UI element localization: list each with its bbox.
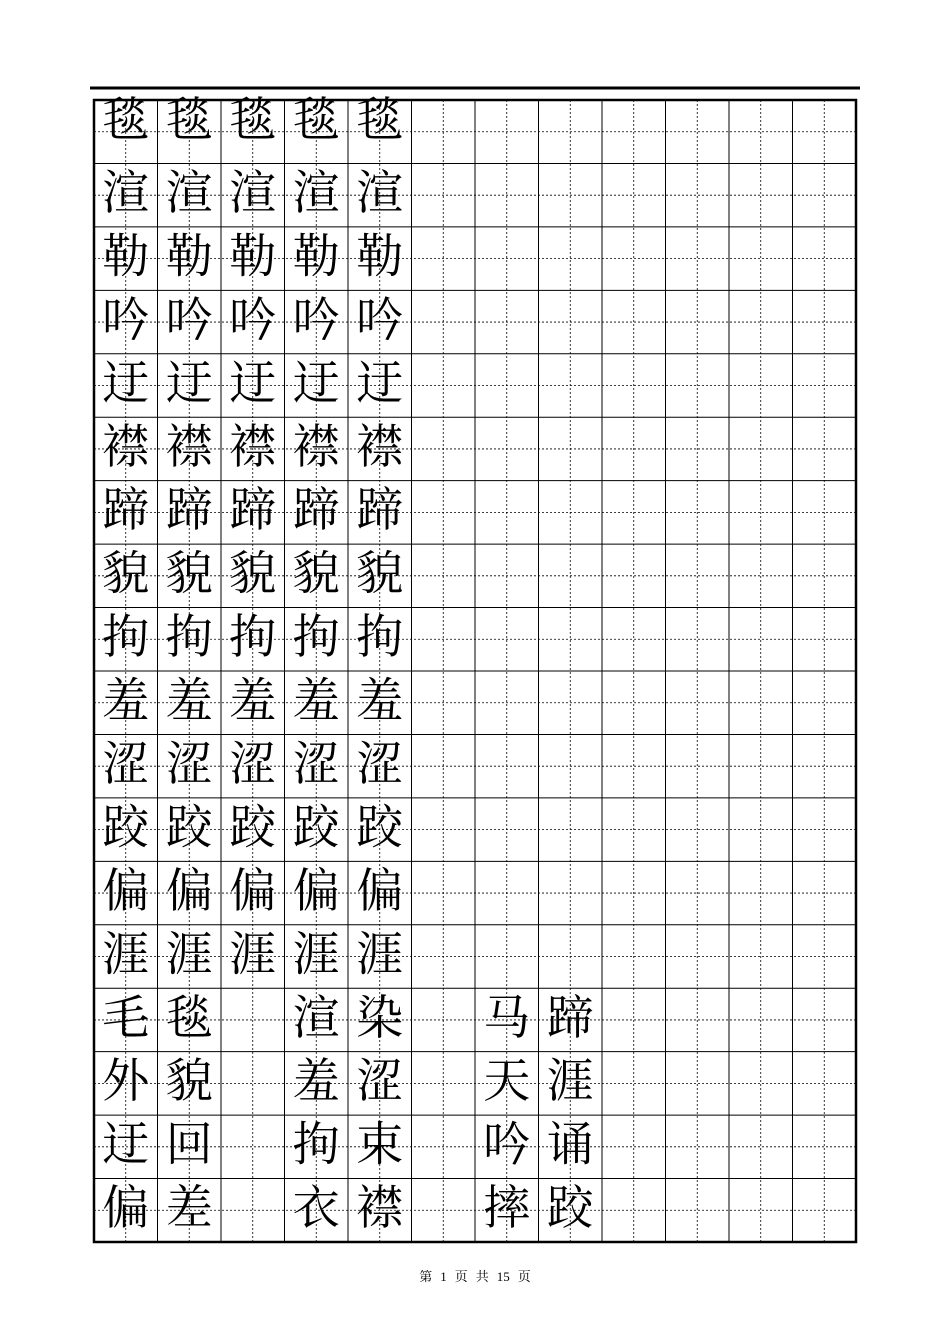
word-char: 拘 xyxy=(292,1117,340,1173)
practice-char: 勒 xyxy=(102,229,150,285)
practice-char: 渲 xyxy=(165,165,213,221)
footer-di: 第 xyxy=(419,1269,433,1284)
practice-char: 涩 xyxy=(229,736,277,792)
word-char: 涩 xyxy=(356,1054,404,1110)
word-char: 毯 xyxy=(165,990,213,1046)
practice-char: 涩 xyxy=(356,736,404,792)
practice-char: 拘 xyxy=(356,610,404,666)
practice-char: 涯 xyxy=(292,927,340,983)
practice-char: 偏 xyxy=(102,863,150,919)
page-footer xyxy=(0,1266,950,1285)
practice-char: 跤 xyxy=(356,800,404,856)
word-char: 回 xyxy=(165,1117,213,1173)
word-char: 摔 xyxy=(483,1181,531,1237)
practice-char: 涯 xyxy=(356,927,404,983)
practice-char: 拘 xyxy=(229,610,277,666)
practice-char: 羞 xyxy=(356,673,404,729)
practice-char: 勒 xyxy=(356,229,404,285)
practice-char: 迂 xyxy=(165,356,213,412)
practice-char: 偏 xyxy=(229,863,277,919)
practice-char: 偏 xyxy=(292,863,340,919)
footer-ye: 页 xyxy=(454,1269,468,1284)
practice-char: 襟 xyxy=(165,419,213,475)
practice-char: 渲 xyxy=(292,165,340,221)
footer-ye-2: 页 xyxy=(517,1269,531,1284)
practice-char: 勒 xyxy=(165,229,213,285)
practice-char: 蹄 xyxy=(102,483,150,539)
practice-char: 貌 xyxy=(356,546,404,602)
practice-char: 毯 xyxy=(292,93,340,149)
word-char: 涯 xyxy=(546,1054,594,1110)
practice-char: 拘 xyxy=(165,610,213,666)
practice-char: 襟 xyxy=(229,419,277,475)
practice-char: 渲 xyxy=(102,165,150,221)
practice-char: 毯 xyxy=(165,93,213,149)
word-char: 偏 xyxy=(102,1181,150,1237)
word-char: 羞 xyxy=(292,1054,340,1110)
practice-char: 勒 xyxy=(229,229,277,285)
word-char: 迂 xyxy=(102,1117,150,1173)
practice-char: 毯 xyxy=(102,93,150,149)
practice-char: 偏 xyxy=(356,863,404,919)
word-char: 天 xyxy=(483,1054,531,1110)
practice-char: 羞 xyxy=(292,673,340,729)
practice-char: 渲 xyxy=(356,165,404,221)
practice-char: 跤 xyxy=(165,800,213,856)
practice-char: 涯 xyxy=(102,927,150,983)
practice-char: 貌 xyxy=(165,546,213,602)
practice-char: 迂 xyxy=(292,356,340,412)
practice-char: 涯 xyxy=(229,927,277,983)
practice-char: 跤 xyxy=(292,800,340,856)
word-char: 蹄 xyxy=(546,990,594,1046)
practice-char: 吟 xyxy=(102,292,150,348)
practice-char: 毯 xyxy=(356,93,404,149)
practice-char: 襟 xyxy=(102,419,150,475)
practice-char: 羞 xyxy=(102,673,150,729)
word-char: 貌 xyxy=(165,1054,213,1110)
footer-gong: 共 xyxy=(475,1269,489,1284)
practice-char: 吟 xyxy=(165,292,213,348)
practice-char: 渲 xyxy=(229,165,277,221)
word-char: 吟 xyxy=(483,1117,531,1173)
practice-char: 蹄 xyxy=(292,483,340,539)
practice-char: 貌 xyxy=(292,546,340,602)
word-char: 束 xyxy=(356,1117,404,1173)
practice-char: 偏 xyxy=(165,863,213,919)
practice-char: 吟 xyxy=(356,292,404,348)
word-char: 差 xyxy=(165,1181,213,1237)
practice-char: 襟 xyxy=(356,419,404,475)
practice-char: 跤 xyxy=(102,800,150,856)
practice-char: 吟 xyxy=(292,292,340,348)
practice-char: 襟 xyxy=(292,419,340,475)
practice-char: 涩 xyxy=(102,736,150,792)
practice-char: 羞 xyxy=(165,673,213,729)
practice-char: 吟 xyxy=(229,292,277,348)
practice-char: 貌 xyxy=(102,546,150,602)
word-char: 外 xyxy=(102,1054,150,1110)
practice-char: 蹄 xyxy=(356,483,404,539)
practice-char: 貌 xyxy=(229,546,277,602)
practice-char: 跤 xyxy=(229,800,277,856)
practice-char: 拘 xyxy=(102,610,150,666)
practice-char: 毯 xyxy=(229,93,277,149)
word-char: 襟 xyxy=(356,1181,404,1237)
word-char: 衣 xyxy=(292,1181,340,1237)
practice-char: 涩 xyxy=(292,736,340,792)
practice-char: 涯 xyxy=(165,927,213,983)
practice-char: 迂 xyxy=(229,356,277,412)
footer-total-pages: 15 xyxy=(496,1269,510,1284)
word-char: 诵 xyxy=(546,1117,594,1173)
word-char: 染 xyxy=(356,990,404,1046)
practice-char: 迂 xyxy=(356,356,404,412)
footer-page-number: 1 xyxy=(440,1269,447,1284)
word-char: 渲 xyxy=(292,990,340,1046)
practice-char: 羞 xyxy=(229,673,277,729)
practice-char: 涩 xyxy=(165,736,213,792)
word-char: 跤 xyxy=(546,1181,594,1237)
practice-char: 勒 xyxy=(292,229,340,285)
practice-char: 蹄 xyxy=(165,483,213,539)
practice-char: 蹄 xyxy=(229,483,277,539)
word-char: 马 xyxy=(483,990,531,1046)
word-char: 毛 xyxy=(102,990,150,1046)
practice-char: 迂 xyxy=(102,356,150,412)
practice-char: 拘 xyxy=(292,610,340,666)
